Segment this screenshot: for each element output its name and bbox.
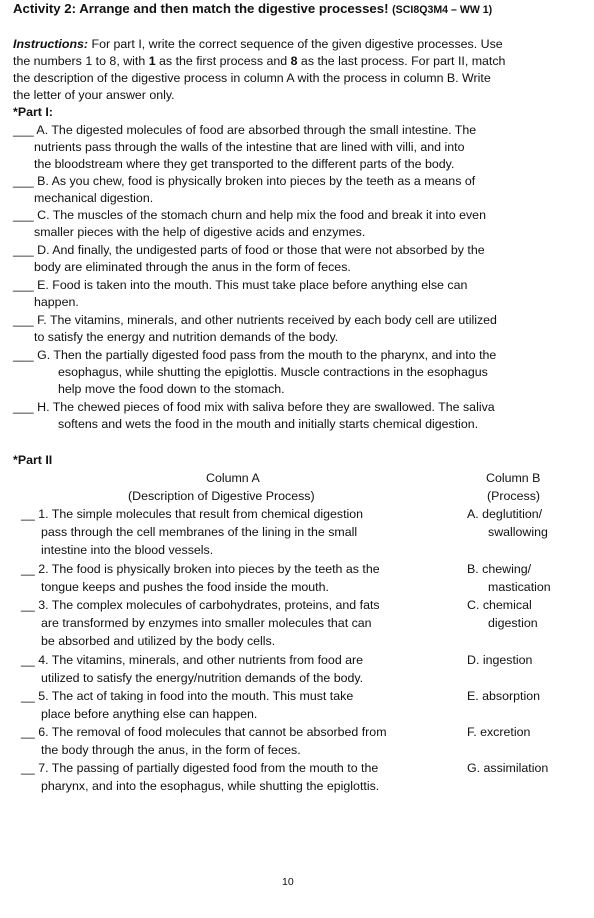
instructions-label: Instructions: <box>13 37 89 51</box>
part1-item-c-line: ___ C. The muscles of the stomach churn and help mix the food and break it into even <box>13 208 486 222</box>
part2-heading: *Part II <box>13 453 53 467</box>
column-b-choice-d: D. ingestion <box>467 653 533 667</box>
part1-item-a-line: nutrients pass through the walls of the intestine that are lined with villi, and into <box>34 140 465 154</box>
page-number: 10 <box>282 876 294 888</box>
column-a-title: Column A <box>206 471 260 485</box>
column-a-item-1-line: __ 1. The simple molecules that result from chemical digestion <box>21 507 364 521</box>
part1-item-h-line: softens and wets the food in the mouth and initially starts chemical digestion. <box>58 417 479 431</box>
column-a-item-5-line: place before anything else can happen. <box>41 707 258 721</box>
part1-item-a-line: the bloodstream where they get transported to the different parts of the body. <box>34 157 455 171</box>
part1-item-f-line: to satisfy the energy and nutrition demands of the body. <box>34 330 339 344</box>
part1-item-g-line: help move the food down to the stomach. <box>58 382 285 396</box>
instructions-line-1: Instructions: For part I, write the correct sequence of the given digestive processes. Use <box>13 37 503 51</box>
column-a-item-3-line: be absorbed and utilized by the body cells. <box>41 634 276 648</box>
column-a-item-3-line: __ 3. The complex molecules of carbohydrates, proteins, and fats <box>21 598 380 612</box>
column-b-choice-b-line: mastication <box>488 580 551 594</box>
column-b-subtitle: (Process) <box>487 489 541 503</box>
column-b-choice-c-line: C. chemical <box>467 598 532 612</box>
column-b-choice-g: G. assimilation <box>467 761 549 775</box>
column-b-choice-e: E. absorption <box>467 689 541 703</box>
part1-item-g-line: esophagus, while shutting the epiglottis. Muscle contractions in the esophagus <box>58 365 488 379</box>
column-a-item-5-line: __ 5. The act of taking in food into the mouth. This must take <box>21 689 354 703</box>
column-b-title: Column B <box>486 471 541 485</box>
activity-code: (SCI8Q3M4 – WW 1) <box>392 4 493 16</box>
column-a-item-6-line: __ 6. The removal of food molecules that cannot be absorbed from <box>21 725 387 739</box>
column-b-choice-c-line: digestion <box>488 616 538 630</box>
column-a-item-2-line: tongue keeps and pushes the food inside the mouth. <box>41 580 329 594</box>
instructions-line-4: the letter of your answer only. <box>13 88 175 102</box>
column-a-item-7-line: pharynx, and into the esophagus, while shutting the epiglottis. <box>41 779 380 793</box>
part1-item-b-line: ___ B. As you chew, food is physically broken into pieces by the teeth as a means of <box>13 174 476 188</box>
part1-item-g-line: ___ G. Then the partially digested food pass from the mouth to the pharynx, and into the <box>13 348 497 362</box>
column-b-choice-a-line: swallowing <box>488 525 548 539</box>
activity-title: Activity 2: Arrange and then match the digestive processes! (SCI8Q3M4 – WW 1) <box>13 1 493 16</box>
column-a-item-4-line: utilized to satisfy the energy/nutrition demands of the body. <box>41 671 364 685</box>
column-a-subtitle: (Description of Digestive Process) <box>128 489 315 503</box>
column-a-item-6-line: the body through the anus, in the form of feces. <box>41 743 301 757</box>
column-b-choice-a-line: A. deglutition/ <box>467 507 543 521</box>
column-a-item-2-line: __ 2. The food is physically broken into pieces by the teeth as the <box>21 562 380 576</box>
column-a-item-1-line: intestine into the blood vessels. <box>41 543 214 557</box>
column-a-item-4-line: __ 4. The vitamins, minerals, and other nutrients from food are <box>21 653 364 667</box>
part1-item-c-line: smaller pieces with the help of digestive acids and enzymes. <box>34 225 366 239</box>
column-b-choice-b-line: B. chewing/ <box>467 562 532 576</box>
instructions-line-3: the description of the digestive process in column A with the process in column B. Write <box>13 71 491 85</box>
column-b-choice-f: F. excretion <box>467 725 531 739</box>
part1-item-d-line: body are eliminated through the anus in the form of feces. <box>34 260 351 274</box>
part1-heading: *Part I: <box>13 105 53 119</box>
part1-item-a-line: ___ A. The digested molecules of food are absorbed through the small intestine. The <box>13 123 477 137</box>
column-a-item-7-line: __ 7. The passing of partially digested food from the mouth to the <box>21 761 379 775</box>
column-a-item-1-line: pass through the cell membranes of the lining in the small <box>41 525 358 539</box>
part1-item-e-line: ___ E. Food is taken into the mouth. This must take place before anything else can <box>13 278 468 292</box>
part1-item-e-line: happen. <box>34 295 79 309</box>
instructions-line-2: the numbers 1 to 8, with 1 as the first process and 8 as the last process. For part II, match <box>13 54 506 68</box>
part1-item-f-line: ___ F. The vitamins, minerals, and other nutrients received by each body cell are utilized <box>13 313 497 327</box>
part1-item-h-line: ___ H. The chewed pieces of food mix with saliva before they are swallowed. The saliva <box>13 400 495 414</box>
column-a-item-3-line: are transformed by enzymes into smaller molecules that can <box>41 616 372 630</box>
part1-item-b-line: mechanical digestion. <box>34 191 154 205</box>
part1-item-d-line: ___ D. And finally, the undigested parts of food or those that were not absorbed by the <box>13 243 485 257</box>
